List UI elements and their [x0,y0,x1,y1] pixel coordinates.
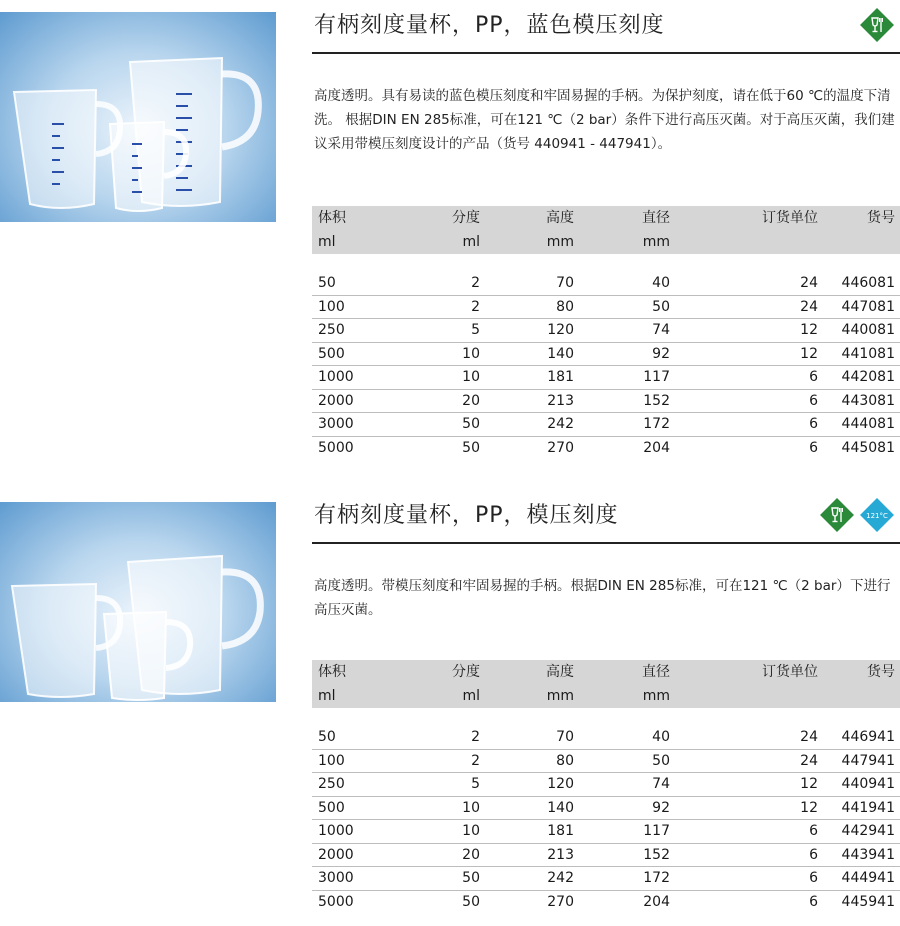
header-diameter-unit: mm [642,234,670,250]
diameter-cell: 40 [652,275,670,291]
height-cell: 120 [547,322,574,338]
cat-no-cell: 443941 [841,846,895,863]
diameter-cell: 74 [652,776,670,792]
diameter-cell: 117 [643,823,670,839]
graduation-cell: 2 [471,729,480,745]
order-unit-cell: 12 [800,322,818,338]
volume-cell: 1000 [318,369,354,385]
table-header [312,660,900,708]
autoclave-badge-label: 121°C [866,512,888,520]
badge-group [860,8,894,42]
food-safe-glass-fork-icon [820,498,854,532]
volume-cell: 500 [318,345,345,362]
title-divider [312,52,900,54]
table-row [312,891,900,915]
diameter-cell: 172 [643,416,670,432]
table-header [312,206,900,254]
cat-no-cell: 441081 [841,345,895,362]
volume-cell: 2000 [318,846,354,863]
order-unit-cell: 6 [809,846,818,863]
header-volume: 体积 [318,210,346,226]
table-row [312,437,900,461]
volume-cell: 500 [318,799,345,816]
cat-no-cell: 447941 [841,752,895,769]
graduation-cell: 50 [462,439,480,456]
cat-no-cell: 447081 [841,298,895,315]
header-graduation: 分度 [452,210,480,226]
volume-cell: 100 [318,298,345,315]
graduation-cell: 2 [471,752,480,769]
table-body [312,726,900,914]
volume-cell: 250 [318,776,345,792]
height-cell: 270 [547,439,574,456]
table-row [312,726,900,750]
order-unit-cell: 6 [809,392,818,409]
table-row [312,820,900,844]
order-unit-cell: 12 [800,776,818,792]
diameter-cell: 50 [652,298,670,315]
badge-group [820,498,894,532]
volume-cell: 5000 [318,439,354,456]
order-unit-cell: 24 [800,298,818,315]
cat-no-cell: 442081 [841,369,895,385]
graduation-cell: 50 [462,893,480,910]
autoclavable-121c-icon [860,498,894,532]
header-order-unit: 订货单位 [762,664,818,680]
graduation-cell: 2 [471,275,480,291]
cat-no-cell: 446941 [841,729,895,745]
height-cell: 181 [547,823,574,839]
height-cell: 70 [556,275,574,291]
cat-no-cell: 440081 [841,322,895,338]
table-body [312,272,900,460]
header-order-unit: 订货单位 [762,210,818,226]
section-title: 有柄刻度量杯，PP，蓝色模压刻度 [314,13,665,38]
diameter-cell: 50 [652,752,670,769]
diameter-cell: 74 [652,322,670,338]
table-row [312,343,900,367]
volume-cell: 50 [318,729,336,745]
order-unit-cell: 6 [809,369,818,385]
height-cell: 140 [547,799,574,816]
product-photo-jugs-clear [0,502,276,702]
table-row [312,867,900,891]
cat-no-cell: 443081 [841,392,895,409]
diameter-cell: 172 [643,870,670,886]
header-volume-unit: ml [318,234,336,250]
graduation-cell: 2 [471,298,480,315]
graduation-cell: 50 [462,870,480,886]
graduation-cell: 10 [462,369,480,385]
table-row [312,390,900,414]
cat-no-cell: 440941 [841,776,895,792]
header-diameter: 直径 [642,664,670,680]
header-graduation: 分度 [452,664,480,680]
height-cell: 140 [547,345,574,362]
graduation-cell: 10 [462,823,480,839]
height-cell: 213 [547,392,574,409]
header-height-unit: mm [546,688,574,704]
table-row [312,272,900,296]
table-row [312,844,900,868]
cat-no-cell: 444081 [841,416,895,432]
height-cell: 181 [547,369,574,385]
diameter-cell: 152 [643,846,670,863]
order-unit-cell: 6 [809,823,818,839]
product-description: 高度透明。带模压刻度和牢固易握的手柄。根据DIN EN 285标准，可在121 ℃（2 bar）下进行高压灭菌。 [314,578,891,618]
diameter-cell: 152 [643,392,670,409]
title-divider [312,542,900,544]
cat-no-cell: 445941 [841,893,895,910]
order-unit-cell: 6 [809,893,818,910]
header-height: 高度 [546,210,574,226]
table-row [312,797,900,821]
height-cell: 270 [547,893,574,910]
header-cat-no: 货号 [867,210,895,226]
order-unit-cell: 6 [809,870,818,886]
volume-cell: 2000 [318,392,354,409]
table-row [312,296,900,320]
graduation-cell: 5 [471,322,480,338]
order-unit-cell: 6 [809,416,818,432]
diameter-cell: 92 [652,345,670,362]
section-title: 有柄刻度量杯，PP，模压刻度 [314,503,619,528]
order-unit-cell: 24 [800,752,818,769]
spec-table [312,660,900,914]
diameter-cell: 92 [652,799,670,816]
table-row [312,773,900,797]
order-unit-cell: 12 [800,345,818,362]
table-row [312,366,900,390]
volume-cell: 5000 [318,893,354,910]
header-diameter-unit: mm [642,688,670,704]
cat-no-cell: 446081 [841,275,895,291]
cat-no-cell: 441941 [841,799,895,816]
diameter-cell: 204 [643,439,670,456]
header-cat-no: 货号 [867,664,895,680]
graduation-cell: 10 [462,799,480,816]
volume-cell: 50 [318,275,336,291]
diameter-cell: 40 [652,729,670,745]
diameter-cell: 117 [643,369,670,385]
product-photo-jugs-blue [0,12,276,222]
cat-no-cell: 444941 [841,870,895,886]
height-cell: 80 [556,298,574,315]
volume-cell: 1000 [318,823,354,839]
header-volume-unit: ml [318,688,336,704]
cat-no-cell: 445081 [841,439,895,456]
volume-cell: 100 [318,752,345,769]
header-height: 高度 [546,664,574,680]
graduation-cell: 20 [462,392,480,409]
volume-cell: 250 [318,322,345,338]
header-graduation-unit: ml [462,234,480,250]
height-cell: 213 [547,846,574,863]
order-unit-cell: 24 [800,275,818,291]
graduation-cell: 10 [462,345,480,362]
spec-table [312,206,900,460]
product-section-moulded-graduation [0,490,900,926]
height-cell: 242 [547,870,574,886]
volume-cell: 3000 [318,416,354,432]
table-row [312,319,900,343]
table-row [312,413,900,437]
header-volume: 体积 [318,664,346,680]
order-unit-cell: 6 [809,439,818,456]
graduation-cell: 20 [462,846,480,863]
height-cell: 120 [547,776,574,792]
header-graduation-unit: ml [462,688,480,704]
product-description: 高度透明。具有易读的蓝色模压刻度和牢固易握的手柄。为保护刻度，请在低于60 ℃的温度下清洗。 根据DIN EN 285标准，可在121 ℃（2 bar）条件下进行高压灭菌。对于高压灭菌，我们建议采用带模压刻度设计的产品（货号 440941 - 447941）。 [314,88,895,152]
order-unit-cell: 24 [800,729,818,745]
volume-cell: 3000 [318,870,354,886]
cat-no-cell: 442941 [841,823,895,839]
graduation-cell: 50 [462,416,480,432]
header-height-unit: mm [546,234,574,250]
header-diameter: 直径 [642,210,670,226]
height-cell: 80 [556,752,574,769]
graduation-cell: 5 [471,776,480,792]
diameter-cell: 204 [643,893,670,910]
height-cell: 242 [547,416,574,432]
height-cell: 70 [556,729,574,745]
order-unit-cell: 12 [800,799,818,816]
table-row [312,750,900,774]
food-safe-glass-fork-icon [860,8,894,42]
